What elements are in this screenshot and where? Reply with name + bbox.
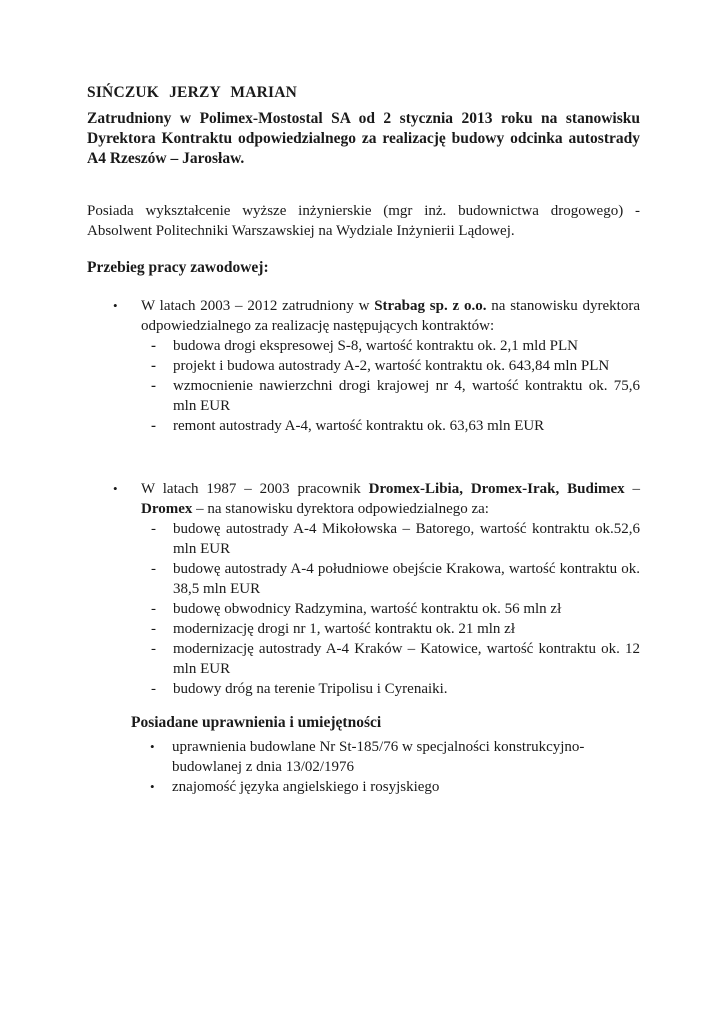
job-text-pre: W latach 2003 – 2012 zatrudniony w bbox=[141, 298, 375, 314]
list-item bbox=[151, 519, 640, 559]
career-heading: Przebieg pracy zawodowej: bbox=[87, 259, 269, 276]
list-item-text: remont autostrady A-4, wartość kontraktu ok. 63,63 mln EUR bbox=[173, 418, 545, 434]
education-paragraph: Posiada wykształcenie wyższe inżynierskie (mgr inż. budownictwa drogowego) - Absolwent Politechniki Warszawskiej na Wydziale Inżynierii Lądowej. bbox=[87, 203, 640, 239]
bullet-icon: • bbox=[150, 739, 155, 754]
job-entry-strabag bbox=[113, 296, 640, 436]
list-item bbox=[151, 416, 640, 436]
contract-list bbox=[151, 336, 640, 436]
job-text-post: – na stanowisku dyrektora odpowiedzialnego za: bbox=[192, 501, 489, 517]
dash-icon: - bbox=[151, 621, 156, 637]
dash-icon: - bbox=[151, 521, 156, 537]
skills-list bbox=[150, 737, 640, 797]
dash-icon: - bbox=[151, 601, 156, 617]
job-description bbox=[141, 296, 640, 336]
dash-icon: - bbox=[151, 378, 156, 394]
bullet-icon: • bbox=[113, 298, 118, 313]
dash-icon: - bbox=[151, 641, 156, 657]
list-item-text: modernizację drogi nr 1, wartość kontraktu ok. 21 mln zł bbox=[173, 621, 515, 637]
person-name: SIŃCZUK JERZY MARIAN bbox=[87, 84, 298, 101]
list-item-text: budowę autostrady A-4 Mikołowska – Batorego, wartość kontraktu ok.52,6 mln EUR bbox=[173, 521, 640, 557]
list-item bbox=[151, 599, 640, 619]
company-name: Strabag sp. z o.o. bbox=[374, 298, 487, 314]
skills-heading: Posiadane uprawnienia i umiejętności bbox=[131, 714, 382, 731]
list-item bbox=[151, 336, 640, 356]
list-item bbox=[151, 376, 640, 416]
dash-icon: - bbox=[151, 681, 156, 697]
list-item-text: budowę autostrady A-4 południowe obejście Krakowa, wartość kontraktu ok. 38,5 mln EUR bbox=[173, 561, 640, 597]
company-name: Dromex-Libia, Dromex-Irak, Budimex bbox=[368, 481, 625, 497]
list-item-text: budowa drogi ekspresowej S-8, wartość kontraktu ok. 2,1 mld PLN bbox=[173, 338, 578, 354]
list-item bbox=[150, 737, 640, 777]
bullet-icon: • bbox=[150, 779, 155, 794]
company-name: Dromex bbox=[141, 501, 193, 517]
list-item bbox=[150, 777, 640, 797]
list-item bbox=[151, 639, 640, 679]
list-item-text: znajomość języka angielskiego i rosyjskiego bbox=[172, 779, 440, 795]
job-text-post: na stanowisku dyrektora odpowiedzialnego za realizację następujących kontraktów: bbox=[141, 298, 640, 334]
job-text-pre: W latach 1987 – 2003 pracownik bbox=[141, 481, 369, 497]
job-description bbox=[141, 479, 640, 519]
dash-icon: - bbox=[151, 418, 156, 434]
job-entry-dromex bbox=[113, 479, 640, 699]
list-item-text: projekt i budowa autostrady A-2, wartość kontraktu ok. 643,84 mln PLN bbox=[173, 358, 610, 374]
list-item bbox=[151, 679, 640, 699]
dash-icon: - bbox=[151, 358, 156, 374]
dash-icon: - bbox=[151, 561, 156, 577]
list-item-text: wzmocnienie nawierzchni drogi krajowej nr 4, wartość kontraktu ok. 75,6 mln EUR bbox=[173, 378, 640, 414]
bullet-icon: • bbox=[113, 481, 118, 496]
list-item bbox=[151, 356, 640, 376]
job-text-separator: – bbox=[624, 481, 640, 497]
list-item bbox=[151, 619, 640, 639]
list-item bbox=[151, 559, 640, 599]
employment-intro: Zatrudniony w Polimex-Mostostal SA od 2 stycznia 2013 roku na stanowisku Dyrektora Kontraktu odpowiedzialnego za realizację budowy odcinka autostrady A4 Rzeszów – Jarosław. bbox=[87, 110, 640, 167]
list-item-text: budowy dróg na terenie Tripolisu i Cyrenaiki. bbox=[173, 681, 448, 697]
list-item-text: modernizację autostrady A-4 Kraków – Katowice, wartość kontraktu ok. 12 mln EUR bbox=[173, 641, 640, 677]
list-item-text: uprawnienia budowlane Nr St-185/76 w specjalności konstrukcyjno-budowlanej z dnia 13/02/1976 bbox=[172, 739, 585, 775]
contract-list bbox=[151, 519, 640, 699]
dash-icon: - bbox=[151, 338, 156, 354]
list-item-text: budowę obwodnicy Radzymina, wartość kontraktu ok. 56 mln zł bbox=[173, 601, 562, 617]
